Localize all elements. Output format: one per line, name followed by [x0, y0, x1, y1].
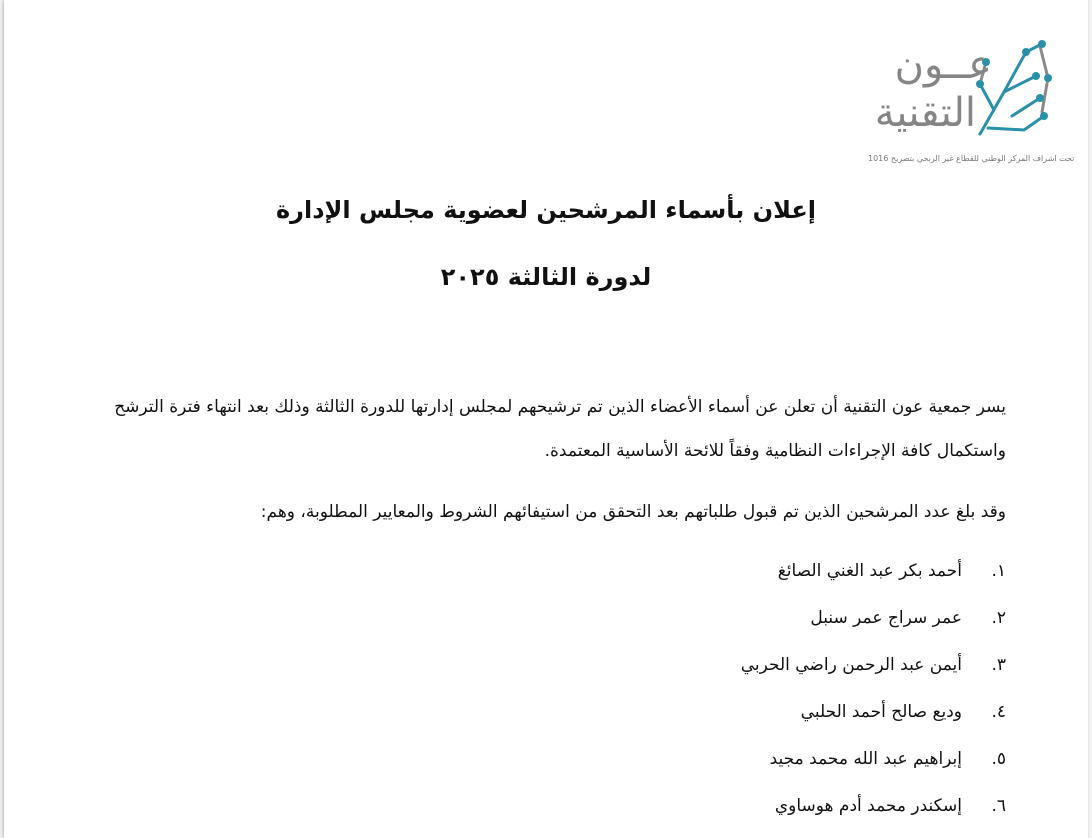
announcement-subtitle: لدورة الثالثة ٢٠٢٥ — [440, 263, 652, 291]
intro-paragraph: يسر جمعية عون التقنية أن تعلن عن أسماء الأعضاء الذين تم ترشيحهم لمجلس إدارتها للدورة الثالثة وذلك بعد انتهاء فترة الترشح واستكمال كافة الإجراءات النظامية وفقاً للائحة الأساسية المعتمدة. — [114, 397, 1006, 461]
candidate-name: إسكندر محمد أدم هوساوي — [774, 796, 962, 816]
list-item-number: ٢. — [991, 608, 1006, 628]
list-item — [506, 642, 1006, 689]
list-item — [506, 548, 1006, 595]
candidate-name: عمر سراج عمر سنبل — [810, 608, 962, 628]
candidates-intro-paragraph: وقد بلغ عدد المرشحين الذين تم قبول طلباتهم بعد التحقق من استيفائهم الشروط والمعايير المطلوبة، وهم: — [260, 502, 1006, 522]
list-item — [506, 736, 1006, 783]
list-item — [506, 689, 1006, 736]
list-item-number: ٦. — [991, 796, 1006, 816]
list-item-number: ٤. — [991, 702, 1006, 722]
logo-name-bottom: التقنية — [874, 90, 976, 136]
logo-name-top: عــون — [894, 42, 992, 88]
list-item — [506, 783, 1006, 830]
candidate-name: أيمن عبد الرحمن راضي الحربي — [740, 655, 962, 675]
candidates-list — [506, 548, 1006, 830]
candidate-name: إبراهيم عبد الله محمد مجيد — [769, 749, 962, 769]
candidate-name: وديع صالح أحمد الحلبي — [800, 702, 962, 722]
list-item-number: ٣. — [991, 655, 1006, 675]
announcement-title: إعلان بأسماء المرشحين لعضوية مجلس الإدارة — [276, 196, 816, 224]
candidate-name: أحمد بكر عبد الغني الصائغ — [777, 561, 962, 581]
list-item — [506, 595, 1006, 642]
list-item-number: ٥. — [991, 749, 1006, 769]
logo-tagline: تحت اشراف المركز الوطني للقطاع غير الربحي بتصريح 1016 — [868, 154, 1075, 163]
document-page — [4, 0, 1088, 838]
organization-logo — [854, 32, 1075, 172]
list-item-number: ١. — [991, 561, 1006, 581]
